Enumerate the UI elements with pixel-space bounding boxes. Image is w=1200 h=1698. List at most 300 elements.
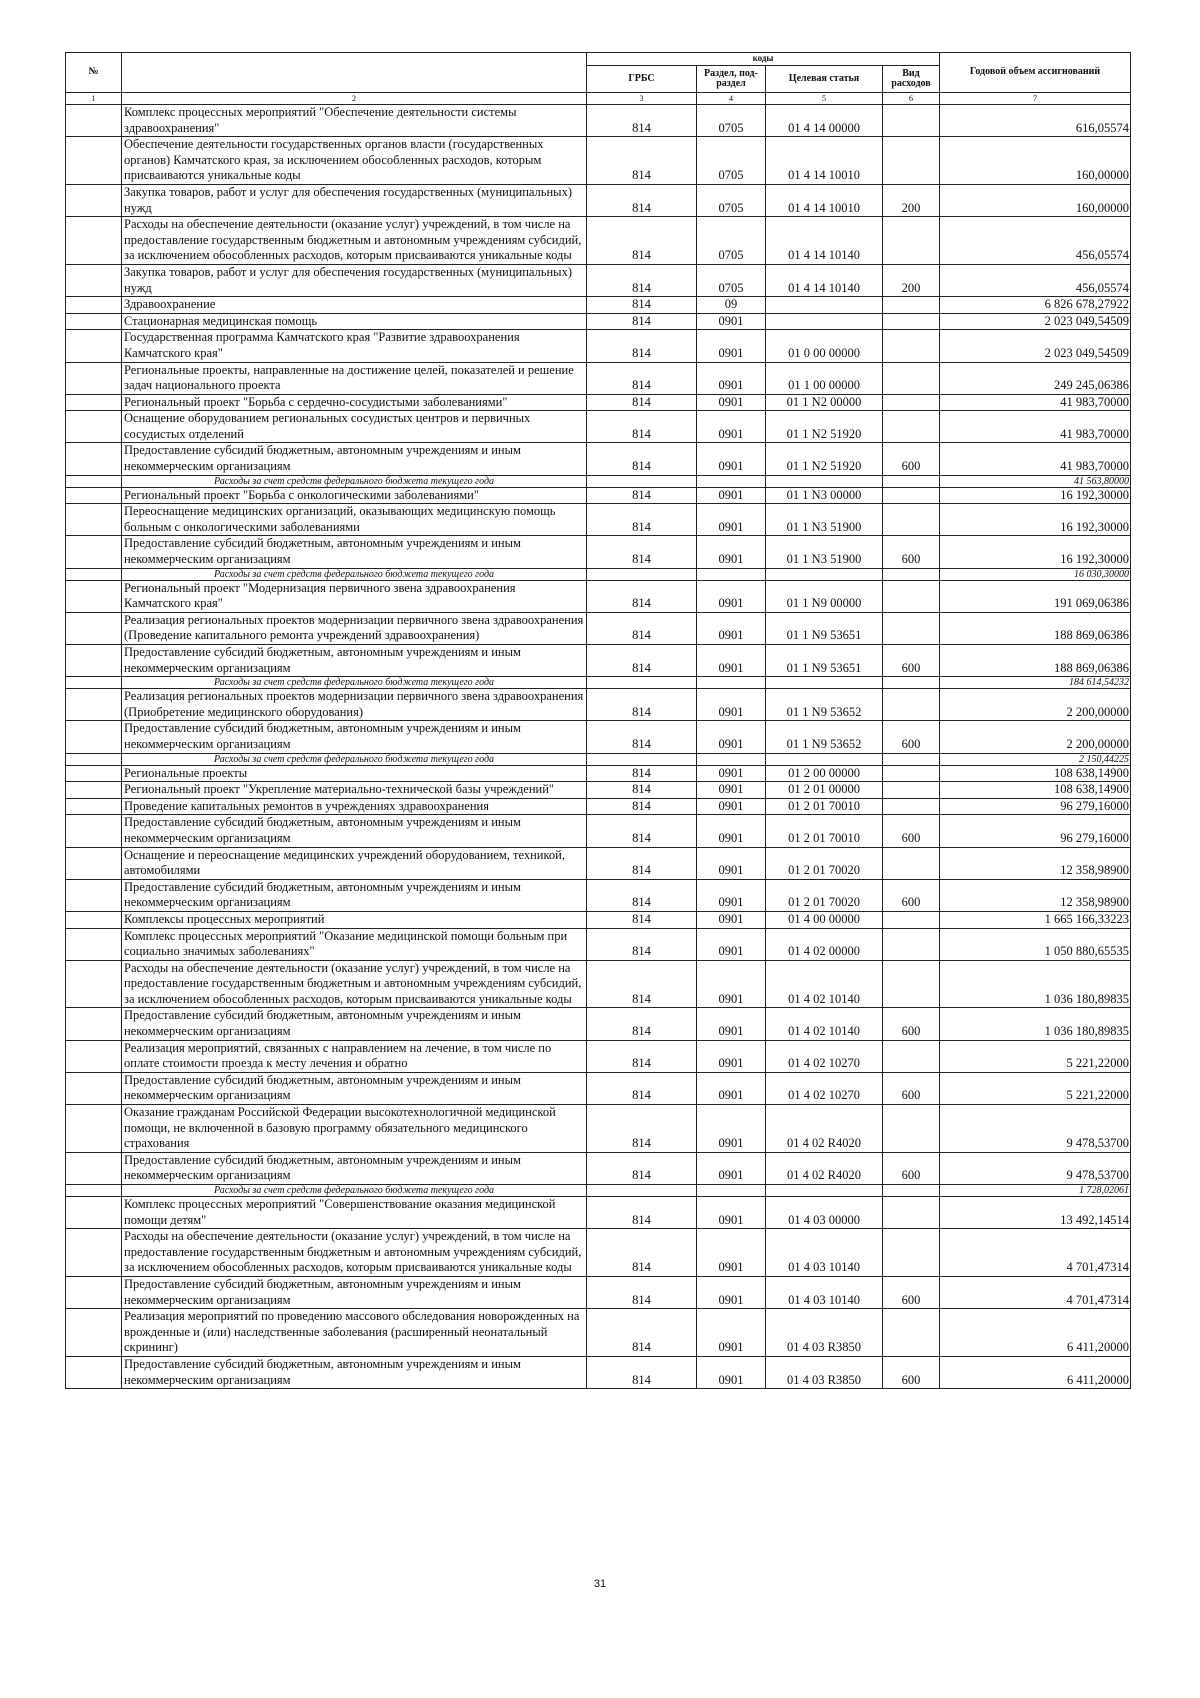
amount-cell: 184 614,54232 — [940, 677, 1131, 689]
target-cell: 01 1 N2 51920 — [766, 411, 883, 443]
grbs-cell: 814 — [587, 721, 697, 753]
row-name-cell: Предоставление субсидий бюджетным, автономным учреждениям и иным некоммерческим организациям — [122, 1276, 587, 1308]
grbs-cell: 814 — [587, 765, 697, 782]
vid-cell — [883, 960, 940, 1008]
razdel-cell: 0901 — [697, 1229, 766, 1277]
grbs-cell: 814 — [587, 313, 697, 330]
row-name-cell: Предоставление субсидий бюджетным, автономным учреждениям и иным некоммерческим организациям — [122, 721, 587, 753]
table-row — [66, 847, 1131, 879]
row-name-cell: Региональный проект "Борьба с сердечно-сосудистыми заболеваниями" — [122, 394, 587, 411]
amount-cell: 16 192,30000 — [940, 487, 1131, 504]
target-cell: 01 1 N9 53651 — [766, 645, 883, 677]
row-number-cell — [66, 1105, 122, 1153]
header-index-row — [66, 93, 1131, 105]
target-cell: 01 4 03 10140 — [766, 1229, 883, 1277]
vid-cell — [883, 217, 940, 265]
index-cell: 7 — [940, 93, 1131, 105]
table-row — [66, 612, 1131, 644]
razdel-cell — [697, 677, 766, 689]
row-name-cell: Закупка товаров, работ и услуг для обеспечения государственных (муниципальных) нужд — [122, 184, 587, 216]
amount-cell: 616,05574 — [940, 105, 1131, 137]
row-name-cell: Предоставление субсидий бюджетным, автономным учреждениям и иным некоммерческим организациям — [122, 645, 587, 677]
grbs-cell: 814 — [587, 297, 697, 314]
row-name-cell: Проведение капитальных ремонтов в учреждениях здравоохранения — [122, 798, 587, 815]
row-number-cell — [66, 815, 122, 847]
vid-cell — [883, 1197, 940, 1229]
target-cell: 01 1 N2 00000 — [766, 394, 883, 411]
row-number-cell — [66, 689, 122, 721]
razdel-cell: 0901 — [697, 504, 766, 536]
vid-cell — [883, 612, 940, 644]
amount-cell: 2 200,00000 — [940, 721, 1131, 753]
vid-cell — [883, 137, 940, 185]
index-cell: 3 — [587, 93, 697, 105]
table-row — [66, 297, 1131, 314]
amount-cell: 6 826 678,27922 — [940, 297, 1131, 314]
razdel-cell: 0901 — [697, 313, 766, 330]
table-row — [66, 879, 1131, 911]
amount-cell: 16 192,30000 — [940, 504, 1131, 536]
razdel-cell: 0901 — [697, 1072, 766, 1104]
header-volume: Годовой объем ассигнований — [940, 53, 1131, 93]
table-row — [66, 798, 1131, 815]
target-cell: 01 4 03 R3850 — [766, 1356, 883, 1388]
target-cell: 01 1 N9 53652 — [766, 689, 883, 721]
row-number-cell — [66, 568, 122, 580]
target-cell — [766, 1185, 883, 1197]
amount-cell: 6 411,20000 — [940, 1309, 1131, 1357]
row-number-cell — [66, 721, 122, 753]
budget-table — [65, 52, 1131, 1389]
amount-cell: 12 358,98900 — [940, 879, 1131, 911]
target-cell: 01 1 N9 53651 — [766, 612, 883, 644]
amount-cell: 108 638,14900 — [940, 782, 1131, 799]
row-name-cell: Региональный проект "Модернизация первичного звена здравоохранения Камчатского края" — [122, 580, 587, 612]
grbs-cell: 814 — [587, 1309, 697, 1357]
razdel-cell: 0901 — [697, 1197, 766, 1229]
table-row — [66, 217, 1131, 265]
federal-note-row — [66, 753, 1131, 765]
table-body — [66, 105, 1131, 1389]
row-number-cell — [66, 475, 122, 487]
row-name-cell: Предоставление субсидий бюджетным, автономным учреждениям и иным некоммерческим организациям — [122, 1008, 587, 1040]
grbs-cell: 814 — [587, 782, 697, 799]
row-number-cell — [66, 879, 122, 911]
vid-cell — [883, 313, 940, 330]
razdel-cell: 0901 — [697, 645, 766, 677]
grbs-cell: 814 — [587, 612, 697, 644]
grbs-cell: 814 — [587, 689, 697, 721]
table-row — [66, 105, 1131, 137]
vid-cell — [883, 1309, 940, 1357]
row-number-cell — [66, 765, 122, 782]
vid-cell — [883, 568, 940, 580]
amount-cell: 4 701,47314 — [940, 1229, 1131, 1277]
row-number-cell — [66, 1356, 122, 1388]
razdel-cell: 0705 — [697, 264, 766, 296]
vid-cell: 600 — [883, 1072, 940, 1104]
amount-cell: 13 492,14514 — [940, 1197, 1131, 1229]
row-number-cell — [66, 782, 122, 799]
amount-cell: 191 069,06386 — [940, 580, 1131, 612]
row-number-cell — [66, 536, 122, 568]
grbs-cell: 814 — [587, 536, 697, 568]
razdel-cell: 0901 — [697, 411, 766, 443]
grbs-cell: 814 — [587, 411, 697, 443]
grbs-cell: 814 — [587, 217, 697, 265]
razdel-cell: 0705 — [697, 105, 766, 137]
row-name-cell: Расходы на обеспечение деятельности (оказание услуг) учреждений, в том числе на предоставление государственным бюджетным и автономным учреждениям субсидий, за исключением обособленных расходов, которым присваиваются уникальные коды — [122, 960, 587, 1008]
target-cell: 01 1 00 00000 — [766, 362, 883, 394]
row-name-cell: Расходы на обеспечение деятельности (оказание услуг) учреждений, в том числе на предоставление государственным бюджетным и автономным учреждениям субсидий, за исключением обособленных расходов, которым присваиваются уникальные коды — [122, 217, 587, 265]
row-name-cell: Предоставление субсидий бюджетным, автономным учреждениям и иным некоммерческим организациям — [122, 815, 587, 847]
razdel-cell — [697, 475, 766, 487]
row-name-cell: Региональный проект "Укрепление материально-технической базы учреждений" — [122, 782, 587, 799]
target-cell: 01 4 03 00000 — [766, 1197, 883, 1229]
target-cell: 01 2 01 70010 — [766, 798, 883, 815]
vid-cell — [883, 689, 940, 721]
vid-cell: 600 — [883, 879, 940, 911]
vid-cell — [883, 1105, 940, 1153]
target-cell: 01 4 14 10140 — [766, 217, 883, 265]
row-number-cell — [66, 928, 122, 960]
amount-cell: 249 245,06386 — [940, 362, 1131, 394]
header-number: № — [66, 53, 122, 93]
razdel-cell: 0901 — [697, 765, 766, 782]
row-name-cell: Оказание гражданам Российской Федерации высокотехнологичной медицинской помощи, не включенной в базовую программу обязательного медицинского страхования — [122, 1105, 587, 1153]
row-name-cell: Стационарная медицинская помощь — [122, 313, 587, 330]
grbs-cell: 814 — [587, 137, 697, 185]
row-name-cell: Расходы за счет средств федерального бюджета текущего года — [122, 753, 587, 765]
vid-cell — [883, 487, 940, 504]
table-row — [66, 782, 1131, 799]
amount-cell: 41 563,80000 — [940, 475, 1131, 487]
header-razdel: Раздел, под-раздел — [697, 66, 766, 93]
vid-cell — [883, 1185, 940, 1197]
target-cell: 01 4 02 10270 — [766, 1072, 883, 1104]
grbs-cell: 814 — [587, 184, 697, 216]
amount-cell: 96 279,16000 — [940, 798, 1131, 815]
vid-cell — [883, 677, 940, 689]
amount-cell: 4 701,47314 — [940, 1276, 1131, 1308]
row-number-cell — [66, 1309, 122, 1357]
grbs-cell: 814 — [587, 847, 697, 879]
razdel-cell — [697, 568, 766, 580]
target-cell: 01 1 N3 51900 — [766, 536, 883, 568]
amount-cell: 188 869,06386 — [940, 645, 1131, 677]
row-name-cell: Предоставление субсидий бюджетным, автономным учреждениям и иным некоммерческим организациям — [122, 1356, 587, 1388]
row-number-cell — [66, 645, 122, 677]
row-number-cell — [66, 313, 122, 330]
row-name-cell: Здравоохранение — [122, 297, 587, 314]
table-header — [66, 53, 1131, 105]
grbs-cell: 814 — [587, 1152, 697, 1184]
razdel-cell: 0705 — [697, 137, 766, 185]
razdel-cell: 0901 — [697, 1309, 766, 1357]
row-name-cell: Расходы на обеспечение деятельности (оказание услуг) учреждений, в том числе на предоставление государственным бюджетным и автономным учреждениям субсидий, за исключением обособленных расходов, которым присваиваются уникальные коды — [122, 1229, 587, 1277]
index-cell: 5 — [766, 93, 883, 105]
razdel-cell: 0901 — [697, 487, 766, 504]
table-row — [66, 721, 1131, 753]
table-row — [66, 137, 1131, 185]
vid-cell: 600 — [883, 1276, 940, 1308]
table-row — [66, 1072, 1131, 1104]
row-name-cell: Предоставление субсидий бюджетным, автономным учреждениям и иным некоммерческим организациям — [122, 1152, 587, 1184]
table-row — [66, 184, 1131, 216]
target-cell: 01 2 01 70020 — [766, 879, 883, 911]
row-number-cell — [66, 362, 122, 394]
vid-cell: 200 — [883, 184, 940, 216]
row-name-cell: Расходы за счет средств федерального бюджета текущего года — [122, 1185, 587, 1197]
row-name-cell: Комплекс процессных мероприятий "Оказание медицинской помощи больным при социально значимых заболеваниях" — [122, 928, 587, 960]
table-row — [66, 765, 1131, 782]
target-cell: 01 4 03 R3850 — [766, 1309, 883, 1357]
header-codes: коды — [587, 53, 940, 66]
grbs-cell: 814 — [587, 1008, 697, 1040]
target-cell: 01 4 00 00000 — [766, 911, 883, 928]
target-cell: 01 0 00 00000 — [766, 330, 883, 362]
table-row — [66, 313, 1131, 330]
target-cell: 01 4 14 10140 — [766, 264, 883, 296]
row-name-cell: Комплекс процессных мероприятий "Обеспечение деятельности системы здравоохранения" — [122, 105, 587, 137]
amount-cell: 2 200,00000 — [940, 689, 1131, 721]
row-number-cell — [66, 1152, 122, 1184]
grbs-cell: 814 — [587, 443, 697, 475]
razdel-cell: 0901 — [697, 362, 766, 394]
razdel-cell: 0901 — [697, 580, 766, 612]
row-number-cell — [66, 394, 122, 411]
vid-cell — [883, 504, 940, 536]
razdel-cell: 0901 — [697, 612, 766, 644]
index-cell: 4 — [697, 93, 766, 105]
grbs-cell — [587, 1185, 697, 1197]
razdel-cell: 0901 — [697, 1276, 766, 1308]
table-row — [66, 504, 1131, 536]
table-row — [66, 443, 1131, 475]
amount-cell: 16 192,30000 — [940, 536, 1131, 568]
grbs-cell: 814 — [587, 580, 697, 612]
table-row — [66, 689, 1131, 721]
razdel-cell: 0705 — [697, 184, 766, 216]
grbs-cell: 814 — [587, 960, 697, 1008]
target-cell: 01 2 01 70020 — [766, 847, 883, 879]
grbs-cell: 814 — [587, 330, 697, 362]
table-row — [66, 1309, 1131, 1357]
grbs-cell: 814 — [587, 264, 697, 296]
grbs-cell: 814 — [587, 928, 697, 960]
target-cell: 01 4 02 10140 — [766, 1008, 883, 1040]
row-number-cell — [66, 1072, 122, 1104]
amount-cell: 2 023 049,54509 — [940, 313, 1131, 330]
amount-cell: 96 279,16000 — [940, 815, 1131, 847]
table-row — [66, 1152, 1131, 1184]
row-number-cell — [66, 443, 122, 475]
razdel-cell — [697, 753, 766, 765]
row-name-cell: Оснащение и переоснащение медицинских учреждений оборудованием, техникой, автомобилями — [122, 847, 587, 879]
row-number-cell — [66, 847, 122, 879]
row-number-cell — [66, 1276, 122, 1308]
razdel-cell: 0901 — [697, 911, 766, 928]
row-name-cell: Реализация мероприятий, связанных с направлением на лечение, в том числе по оплате стоимости проезда к месту лечения и обратно — [122, 1040, 587, 1072]
row-number-cell — [66, 297, 122, 314]
target-cell: 01 1 N9 00000 — [766, 580, 883, 612]
row-number-cell — [66, 184, 122, 216]
row-number-cell — [66, 960, 122, 1008]
target-cell — [766, 677, 883, 689]
amount-cell: 41 983,70000 — [940, 443, 1131, 475]
row-name-cell: Предоставление субсидий бюджетным, автономным учреждениям и иным некоммерческим организациям — [122, 879, 587, 911]
vid-cell: 600 — [883, 721, 940, 753]
table-row — [66, 1276, 1131, 1308]
vid-cell — [883, 782, 940, 799]
target-cell: 01 4 14 10010 — [766, 137, 883, 185]
grbs-cell: 814 — [587, 645, 697, 677]
table-row — [66, 536, 1131, 568]
target-cell: 01 4 02 00000 — [766, 928, 883, 960]
federal-note-row — [66, 677, 1131, 689]
vid-cell — [883, 753, 940, 765]
row-name-cell: Региональные проекты, направленные на достижение целей, показателей и решение задач национального проекта — [122, 362, 587, 394]
razdel-cell: 0901 — [697, 536, 766, 568]
razdel-cell: 0901 — [697, 815, 766, 847]
amount-cell: 5 221,22000 — [940, 1040, 1131, 1072]
amount-cell: 9 478,53700 — [940, 1105, 1131, 1153]
vid-cell — [883, 911, 940, 928]
razdel-cell: 0901 — [697, 394, 766, 411]
header-vid: Вид расходов — [883, 66, 940, 93]
target-cell: 01 4 03 10140 — [766, 1276, 883, 1308]
table-row — [66, 487, 1131, 504]
table-row — [66, 1040, 1131, 1072]
table-row — [66, 928, 1131, 960]
row-name-cell: Государственная программа Камчатского края "Развитие здравоохранения Камчатского края" — [122, 330, 587, 362]
target-cell: 01 4 02 R4020 — [766, 1152, 883, 1184]
table-row — [66, 362, 1131, 394]
grbs-cell: 814 — [587, 362, 697, 394]
row-name-cell: Предоставление субсидий бюджетным, автономным учреждениям и иным некоммерческим организациям — [122, 443, 587, 475]
razdel-cell: 0901 — [697, 1152, 766, 1184]
vid-cell: 600 — [883, 1008, 940, 1040]
grbs-cell — [587, 753, 697, 765]
table-row — [66, 264, 1131, 296]
vid-cell — [883, 297, 940, 314]
row-number-cell — [66, 105, 122, 137]
target-cell: 01 1 N3 00000 — [766, 487, 883, 504]
row-number-cell — [66, 1040, 122, 1072]
row-number-cell — [66, 504, 122, 536]
grbs-cell — [587, 677, 697, 689]
row-number-cell — [66, 264, 122, 296]
amount-cell: 12 358,98900 — [940, 847, 1131, 879]
target-cell — [766, 313, 883, 330]
grbs-cell: 814 — [587, 1356, 697, 1388]
razdel-cell: 0901 — [697, 782, 766, 799]
row-number-cell — [66, 753, 122, 765]
target-cell: 01 1 N3 51900 — [766, 504, 883, 536]
razdel-cell: 0901 — [697, 330, 766, 362]
amount-cell: 1 665 166,33223 — [940, 911, 1131, 928]
row-number-cell — [66, 137, 122, 185]
row-number-cell — [66, 580, 122, 612]
vid-cell: 600 — [883, 536, 940, 568]
target-cell: 01 2 01 00000 — [766, 782, 883, 799]
vid-cell: 600 — [883, 815, 940, 847]
vid-cell — [883, 580, 940, 612]
table-row — [66, 815, 1131, 847]
razdel-cell: 09 — [697, 297, 766, 314]
grbs-cell: 814 — [587, 1105, 697, 1153]
row-name-cell: Закупка товаров, работ и услуг для обеспечения государственных (муниципальных) нужд — [122, 264, 587, 296]
razdel-cell: 0901 — [697, 847, 766, 879]
target-cell: 01 4 02 10140 — [766, 960, 883, 1008]
header-target: Целевая статья — [766, 66, 883, 93]
grbs-cell: 814 — [587, 1197, 697, 1229]
grbs-cell: 814 — [587, 815, 697, 847]
table-row — [66, 1229, 1131, 1277]
grbs-cell: 814 — [587, 504, 697, 536]
grbs-cell: 814 — [587, 394, 697, 411]
row-name-cell: Реализация мероприятий по проведению массового обследования новорожденных на врожденные и (или) наследственные заболевания (расширенный неонатальный скрининг) — [122, 1309, 587, 1357]
grbs-cell: 814 — [587, 911, 697, 928]
vid-cell — [883, 475, 940, 487]
amount-cell: 2 150,44225 — [940, 753, 1131, 765]
grbs-cell: 814 — [587, 1072, 697, 1104]
row-name-cell: Региональные проекты — [122, 765, 587, 782]
vid-cell — [883, 928, 940, 960]
vid-cell — [883, 394, 940, 411]
index-cell: 6 — [883, 93, 940, 105]
table-row — [66, 580, 1131, 612]
grbs-cell: 814 — [587, 1040, 697, 1072]
index-cell: 1 — [66, 93, 122, 105]
page-number: 31 — [593, 1578, 607, 1590]
row-number-cell — [66, 1229, 122, 1277]
row-number-cell — [66, 798, 122, 815]
amount-cell: 9 478,53700 — [940, 1152, 1131, 1184]
amount-cell: 188 869,06386 — [940, 612, 1131, 644]
vid-cell — [883, 1040, 940, 1072]
amount-cell: 1 036 180,89835 — [940, 1008, 1131, 1040]
target-cell: 01 1 N2 51920 — [766, 443, 883, 475]
federal-note-row — [66, 568, 1131, 580]
razdel-cell: 0901 — [697, 1105, 766, 1153]
target-cell: 01 2 00 00000 — [766, 765, 883, 782]
federal-note-row — [66, 475, 1131, 487]
row-name-cell: Переоснащение медицинских организаций, оказывающих медицинскую помощь больным с онкологическими заболеваниями — [122, 504, 587, 536]
amount-cell: 6 411,20000 — [940, 1356, 1131, 1388]
row-name-cell: Предоставление субсидий бюджетным, автономным учреждениям и иным некоммерческим организациям — [122, 536, 587, 568]
amount-cell: 1 050 880,65535 — [940, 928, 1131, 960]
row-number-cell — [66, 612, 122, 644]
table-row — [66, 1356, 1131, 1388]
row-name-cell: Обеспечение деятельности государственных органов власти (государственных органов) Камчатского края, за исключением обособленных расходов, которым присваиваются уникальные коды — [122, 137, 587, 185]
row-number-cell — [66, 1185, 122, 1197]
index-cell: 2 — [122, 93, 587, 105]
table-row — [66, 411, 1131, 443]
row-number-cell — [66, 677, 122, 689]
razdel-cell: 0901 — [697, 960, 766, 1008]
razdel-cell: 0901 — [697, 879, 766, 911]
vid-cell — [883, 1229, 940, 1277]
grbs-cell: 814 — [587, 1229, 697, 1277]
amount-cell: 108 638,14900 — [940, 765, 1131, 782]
razdel-cell: 0901 — [697, 928, 766, 960]
vid-cell — [883, 330, 940, 362]
grbs-cell — [587, 475, 697, 487]
row-name-cell: Реализация региональных проектов модернизации первичного звена здравоохранения (Проведение капитального ремонта учреждений здравоохранения) — [122, 612, 587, 644]
razdel-cell: 0901 — [697, 721, 766, 753]
row-name-cell: Расходы за счет средств федерального бюджета текущего года — [122, 568, 587, 580]
